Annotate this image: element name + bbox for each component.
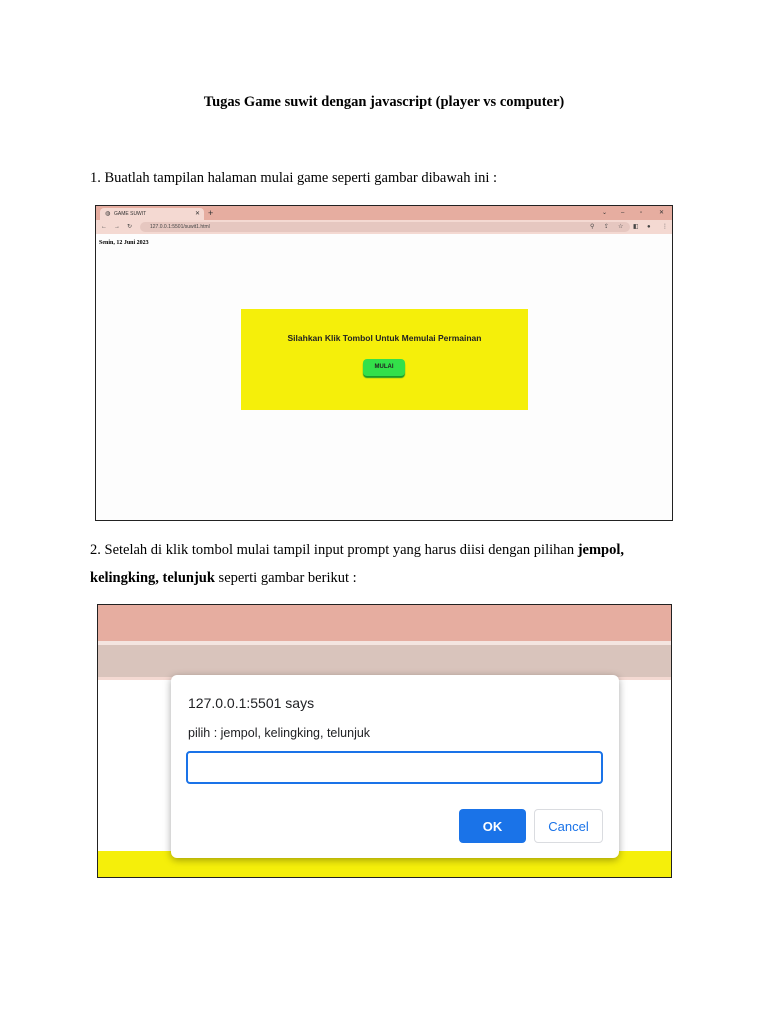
step-2-text (90, 536, 690, 592)
sidepanel-icon[interactable]: ◧ (633, 224, 639, 230)
prompt-screenshot (97, 604, 672, 878)
minimize-icon[interactable]: – (621, 210, 625, 216)
maximize-icon[interactable]: ▫ (640, 210, 643, 216)
tab-title: GAME SUWIT (114, 211, 147, 217)
forward-icon[interactable]: → (114, 224, 120, 230)
browser-tab-bar (98, 605, 671, 641)
search-icon[interactable]: ⚲ (590, 224, 595, 230)
address-bar (96, 220, 672, 234)
dialog-title: 127.0.0.1:5501 says (188, 695, 315, 711)
step-2-bold-a: jempol, (577, 542, 625, 558)
globe-icon: ◍ (105, 211, 111, 217)
url-field[interactable]: 127.0.0.1:5501/suwit1.html (140, 222, 630, 232)
chevron-down-icon[interactable]: ⌄ (602, 210, 608, 216)
step-2-suffix: seperti gambar berikut : (214, 570, 357, 586)
reload-icon[interactable]: ↻ (127, 224, 133, 230)
new-tab-icon[interactable]: + (208, 208, 214, 218)
start-page-screenshot (95, 205, 673, 521)
document-title: Tugas Game suwit dengan javascript (player vs computer) (203, 94, 565, 110)
share-icon[interactable]: ⇪ (604, 224, 610, 230)
back-icon[interactable]: ← (101, 224, 107, 230)
browser-tab-bar (96, 206, 672, 220)
menu-icon[interactable]: ⋮ (662, 224, 668, 230)
address-bar (98, 645, 671, 677)
step-2-prefix: 2. Setelah di klik tombol mulai tampil input prompt yang harus diisi dengan pilihan (90, 542, 578, 558)
star-icon[interactable]: ☆ (618, 224, 624, 230)
cancel-button[interactable]: Cancel (534, 809, 603, 843)
step-1-text: 1. Buatlah tampilan halaman mulai game seperti gambar dibawah ini : (90, 170, 498, 186)
close-tab-icon[interactable]: ✕ (194, 211, 200, 217)
dialog-message: pilih : jempol, kelingking, telunjuk (188, 726, 371, 740)
close-window-icon[interactable]: ✕ (659, 210, 665, 216)
browser-tab[interactable] (100, 208, 204, 220)
mulai-button[interactable]: MULAI (363, 359, 405, 376)
profile-icon[interactable]: ● (647, 224, 651, 230)
date-label: Senin, 12 Juni 2023 (99, 240, 149, 246)
step-2-bold-b: kelingking, telunjuk (90, 570, 215, 586)
prompt-dialog (171, 675, 619, 858)
ok-button[interactable]: OK (459, 809, 526, 843)
prompt-input[interactable] (186, 751, 603, 784)
game-page (96, 234, 672, 520)
start-instruction: Silahkan Klik Tombol Untuk Memulai Permainan (287, 333, 482, 343)
start-panel (241, 309, 528, 410)
